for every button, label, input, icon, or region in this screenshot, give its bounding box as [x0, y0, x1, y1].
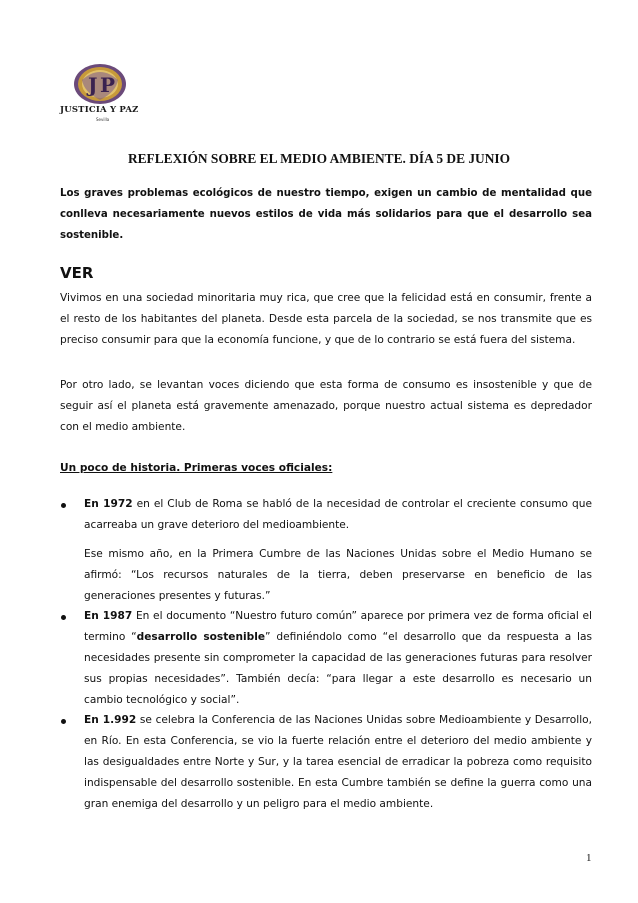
- history-item-1972: [84, 494, 592, 536]
- history-item-1992: [84, 710, 592, 815]
- item-text: ” definiéndolo como “el desarrollo que da respuesta a las necesidades presente sin comprometer la capacidad de las generaciones futuras para resolver sus propias necesidades”. También decía: “para llegar a este desarrollo es necesario un cambio tecnológico y social”.: [84, 631, 593, 706]
- justicia-y-paz-logo: [60, 62, 140, 132]
- page-title: REFLEXIÓN SOBRE EL MEDIO AMBIENTE. DÍA 5 DE JUNIO: [127, 151, 511, 166]
- history-heading: Un poco de historia. Primeras voces oficiales:: [60, 462, 333, 474]
- ver-paragraph-2: Por otro lado, se levantan voces diciendo que esta forma de consumo es insostenible y que de seguir así el planeta está gravemente amenazado, porque nuestro actual sistema es depredador con el medio ambiente.: [60, 379, 592, 433]
- svg-text:P: P: [100, 73, 116, 97]
- item-lead: En 1.992: [84, 714, 137, 726]
- bullet-icon: [61, 719, 66, 724]
- section-heading-ver: VER: [60, 264, 94, 282]
- history-item-1972-extra: Ese mismo año, en la Primera Cumbre de las Naciones Unidas sobre el Medio Humano se afirmó: “Los recursos naturales de la tierra, deben preservarse en beneficio de las generaciones presentes y futuras.”: [84, 548, 592, 602]
- bullet-icon: [61, 503, 66, 508]
- history-item-1987: [84, 606, 592, 711]
- item-text: En el documento “Nuestro futuro común” aparece por primera vez de forma oficial el termino “: [84, 610, 593, 643]
- item-lead: En 1987: [84, 610, 133, 622]
- logo-text: JUSTICIA Y PAZ: [60, 105, 139, 115]
- item-text: se celebra la Conferencia de las Naciones Unidas sobre Medioambiente y Desarrollo, en Río. En esta Conferencia, se vio la fuerte relación entre el deterioro del medio ambiente y las desigualdades entre Norte y Sur, y la tarea esencial de erradicar la pobreza como requisito indispensable del desarrollo sostenible. En esta Cumbre también se define la guerra como una gran enemiga del desarrollo y un peligro para el medio ambiente.: [84, 714, 592, 810]
- bullet-icon: [61, 615, 66, 620]
- intro-paragraph: Los graves problemas ecológicos de nuestro tiempo, exigen un cambio de mentalidad que conlleva necesariamente nuevos estilos de vida más solidarios para que el desarrollo sea sostenible.: [60, 188, 592, 241]
- item-bold-term: desarrollo sostenible: [136, 631, 266, 643]
- page-number: 1: [586, 852, 592, 864]
- ver-paragraph-1: Vivimos en una sociedad minoritaria muy rica, que cree que la felicidad está en consumir, frente a el resto de los habitantes del planeta. Desde esta parcela de la sociedad, se nos transmite que es preciso consumir para que la economía funcione, y que de lo contrario se está fuera del sistema.: [60, 292, 592, 346]
- item-lead: En 1972: [84, 498, 133, 510]
- svg-text:J: J: [88, 73, 98, 97]
- logo-subtext: Sevilla: [96, 117, 110, 122]
- item-text: en el Club de Roma se habló de la necesidad de controlar el creciente consumo que acarreaba un grave deterioro del medioambiente.: [84, 498, 592, 531]
- logo-emblem-icon: [60, 62, 140, 108]
